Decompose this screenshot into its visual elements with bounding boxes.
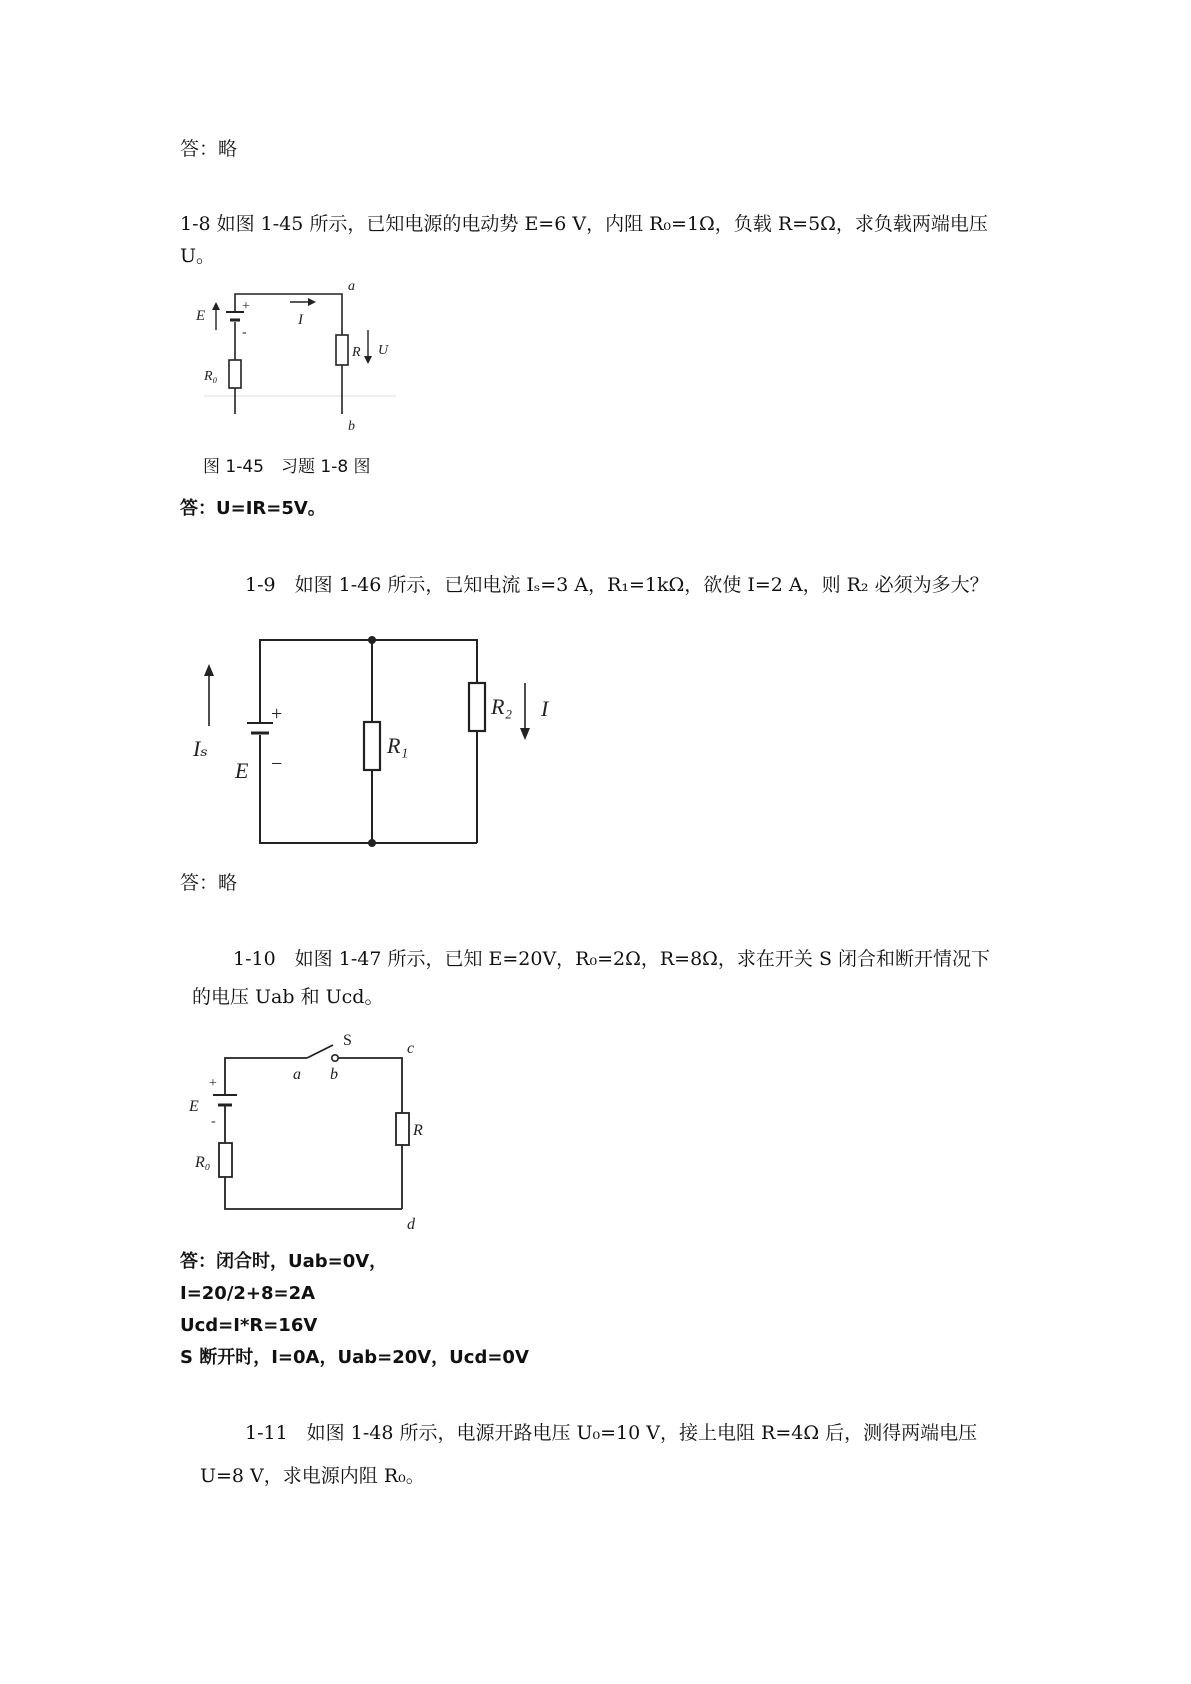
label-R0: R₀ [204,369,218,384]
label-R1: R₁ [387,733,409,758]
answer-1-9: 答：略 [180,872,238,894]
label-E: E [196,308,206,324]
label-E: E [235,758,249,783]
label-a: a [348,279,355,294]
question-1-11-line2: U=8 V，求电源内阻 R₀。 [200,1465,425,1487]
label-c: c [407,1040,415,1057]
label-a: a [293,1066,301,1083]
answer-1-8: 答：U=IR=5V。 [180,498,326,519]
label-plus: + [271,703,283,725]
figure-1-45-circuit [190,279,410,434]
question-1-10-line1: 1-10 如图 1-47 所示，已知 E=20V，R₀=2Ω，R=8Ω，求在开关 S 闭合和断开情况下 [233,948,991,970]
answer-text: 答：略 [180,138,238,160]
label-Is: Iₛ [193,736,208,761]
figure-1-46-circuit [185,628,585,858]
label-minus: - [242,325,247,340]
figure-1-47-circuit [185,1033,435,1233]
answer-1-10-line3: Ucd=I*R=16V [180,1315,318,1336]
label-I: I [541,696,549,721]
question-1-9-line1: 1-9 如图 1-46 所示，已知电流 Iₛ=3 A，R₁=1kΩ，欲使 I=2 A，则 R₂ 必须为多大？ [245,574,989,596]
answer-1-10-line2: I=20/2+8=2A [180,1283,316,1304]
question-1-8-line2: U。 [180,245,216,267]
label-R: R [413,1122,423,1139]
label-plus: + [242,299,250,314]
answer-1-10-line4: S 断开时，I=0A，Uab=20V，Ucd=0V [180,1347,529,1368]
label-plus: + [209,1076,217,1091]
label-R2: R₂ [491,694,513,719]
label-S: S [343,1032,352,1049]
label-I: I [298,312,303,328]
label-E: E [189,1098,199,1115]
label-R: R [352,345,361,360]
figure-1-45-caption: 图 1-45 习题 1-8 图 [203,457,371,477]
question-1-10-line2: 的电压 Uab 和 Ucd。 [192,986,384,1008]
question-1-11-line1: 1-11 如图 1-48 所示，电源开路电压 U₀=10 V，接上电阻 R=4Ω 后，测得两端电压 [245,1422,978,1444]
answer-1-10-line1: 答：闭合时，Uab=0V， [180,1251,388,1272]
label-minus: − [271,753,283,775]
label-minus: - [211,1114,216,1129]
label-b: b [330,1066,338,1083]
label-R0: R₀ [195,1154,211,1171]
label-d: d [407,1216,415,1233]
label-U: U [378,343,389,358]
question-1-8-line1: 1-8 如图 1-45 所示，已知电源的电动势 E=6 V，内阻 R₀=1Ω，负载 R=5Ω，求负载两端电压 [180,213,988,235]
label-b: b [348,419,355,434]
